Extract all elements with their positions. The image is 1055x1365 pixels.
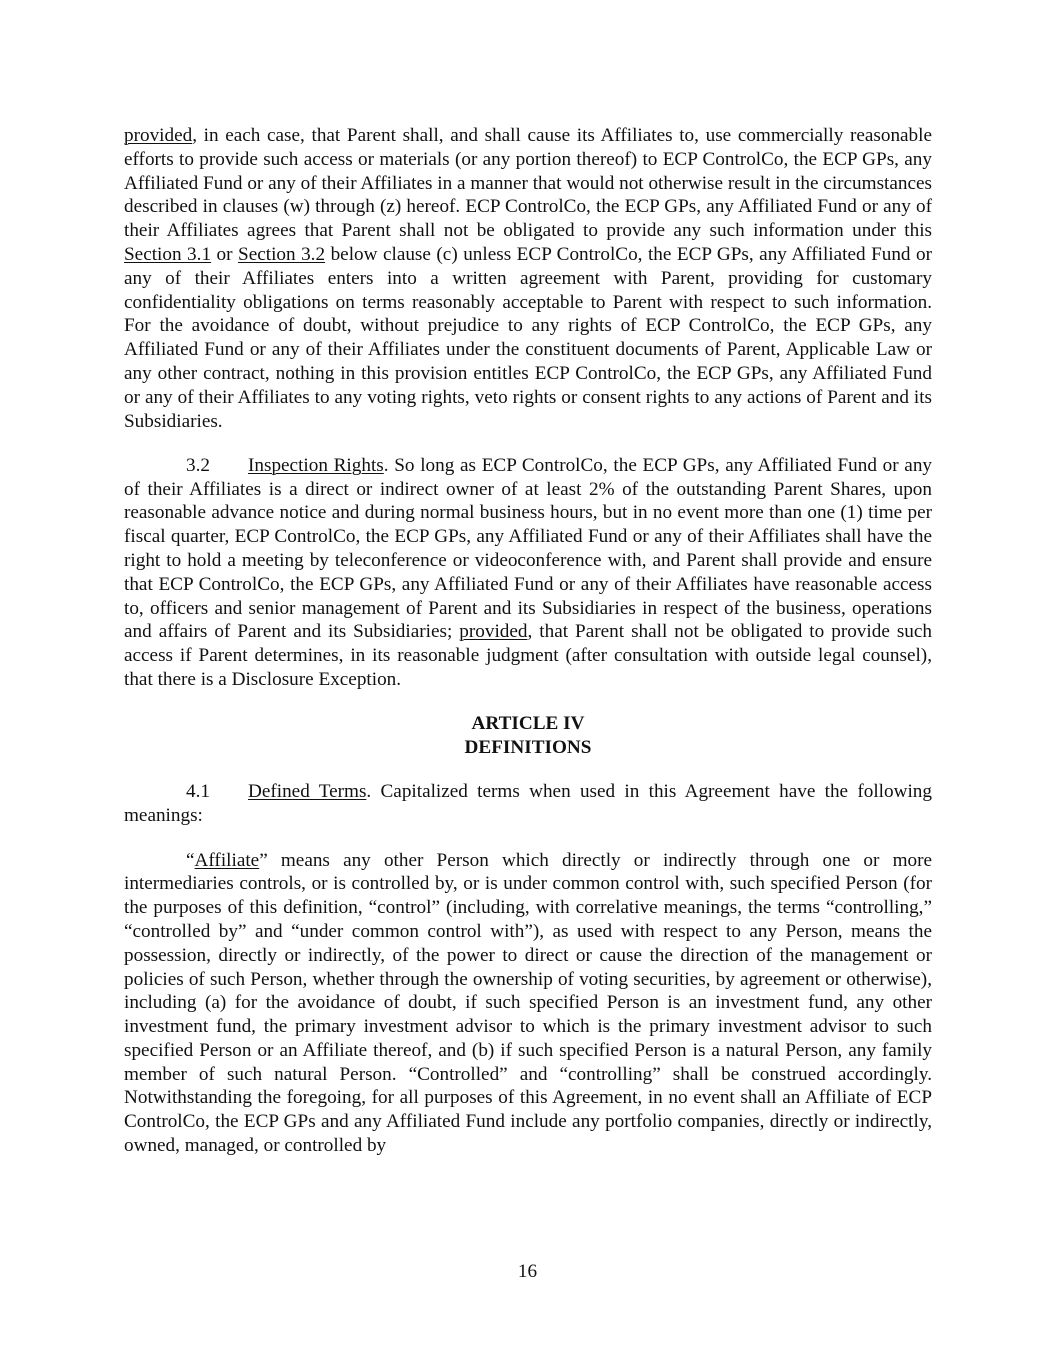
section-title: Defined Terms <box>248 781 367 803</box>
document-body <box>124 124 932 1158</box>
defined-term: Affiliate <box>194 849 260 871</box>
affiliate-definition <box>124 849 932 1158</box>
paragraph-text: . Capitalized terms when used in this Agreement have the following meanings: <box>124 781 932 827</box>
section-4-1-paragraph <box>124 780 932 828</box>
article-heading: ARTICLE IV <box>471 713 585 735</box>
paragraph-text: , that Parent shall not be obligated to provide such access if Parent determines, in its reasonable judgment (after consultation with outside legal counsel), that there is a Disclosure Exception. <box>124 621 933 691</box>
section-number: 3.2 <box>186 454 210 476</box>
section-3-2-paragraph <box>124 454 932 692</box>
section-number: 4.1 <box>186 781 210 803</box>
section-title: Inspection Rights <box>248 454 384 476</box>
paragraph-proviso-continuation <box>124 124 932 433</box>
provided-term: provided <box>459 621 528 643</box>
paragraph-text: ” means any other Person which directly or indirectly through one or more intermediaries controls, or is controlled by, or is under common control with, such specified Person (for the purposes of this definition, “control” (including, with correlative meanings, the terms “controlling,” “controlled by” and “under common control with”), as used with respect to any Person, means the possession, directly or indirectly, of the power to direct or cause the direction of the management or policies of such Person, whether through the ownership of voting securities, by agreement or otherwise), including (a) for the avoidance of doubt, if such specified Person is an investment fund, any other investment fund, the primary investment advisor to which is the primary investment advisor to such specified Person or an Affiliate thereof, and (b) if such specified Person is a natural Person, any family member of such natural Person. “Controlled” and “controlling” shall be construed accordingly. Notwithstanding the foregoing, for all purposes of this Agreement, in no event shall an Affiliate of ECP ControlCo, the ECP GPs and any Affiliated Fund include any portfolio companies, directly or indirectly, owned, managed, or controlled by <box>124 849 932 1157</box>
open-quote: “ <box>186 849 195 871</box>
article-title: DEFINITIONS <box>464 737 592 759</box>
provided-term: provided <box>124 125 193 146</box>
paragraph-text: below clause (c) unless ECP ControlCo, the ECP GPs, any Affiliated Fund or any of their Affiliates enters into a written agreement with Parent, providing for customary confidentiality obligations on terms reasonably acceptable to Parent with respect to such information. For the avoidance of doubt, without prejudice to any rights of ECP ControlCo, the ECP GPs, any Affiliated Fund or any of their Affiliates under the constituent documents of Parent, Applicable Law or any other contract, nothing in this provision entitles ECP ControlCo, the ECP GPs, any Affiliated Fund or any of their Affiliates to any voting rights, veto rights or consent rights to any actions of Parent and its Subsidiaries. <box>124 243 932 432</box>
section-ref-3-1: Section 3.1 <box>124 243 212 265</box>
page-number: 16 <box>517 1261 538 1282</box>
section-ref-3-2: Section 3.2 <box>238 243 326 265</box>
paragraph-text: , in each case, that Parent shall, and shall cause its Affiliates to, use commercially reasonable efforts to provide such access or materials (or any portion thereof) to ECP ControlCo, the ECP GPs, any Affiliated Fund or any of their Affiliates in a manner that would not otherwise result in the circumstances described in clauses (w) through (z) hereof. ECP ControlCo, the ECP GPs, any Affiliated Fund or any of their Affiliates agrees that Parent shall not be obligated to provide any such information under this <box>124 125 932 242</box>
paragraph-text: . So long as ECP ControlCo, the ECP GPs, any Affiliated Fund or any of their Affiliates is a direct or indirect owner of at least 2% of the outstanding Parent Shares, upon reasonable advance notice and during normal business hours, but in no event more than one (1) time per fiscal quarter, ECP ControlCo, the ECP GPs, any Affiliated Fund or any of their Affiliates shall have the right to hold a meeting by teleconference or videoconference with, and Parent shall provide and ensure that ECP ControlCo, the ECP GPs, any Affiliated Fund or any of their Affiliates have reasonable access to, officers and senior management of Parent and its Subsidiaries in respect of the business, operations and affairs of Parent and its Subsidiaries; <box>124 454 933 643</box>
paragraph-text: or <box>211 243 239 265</box>
